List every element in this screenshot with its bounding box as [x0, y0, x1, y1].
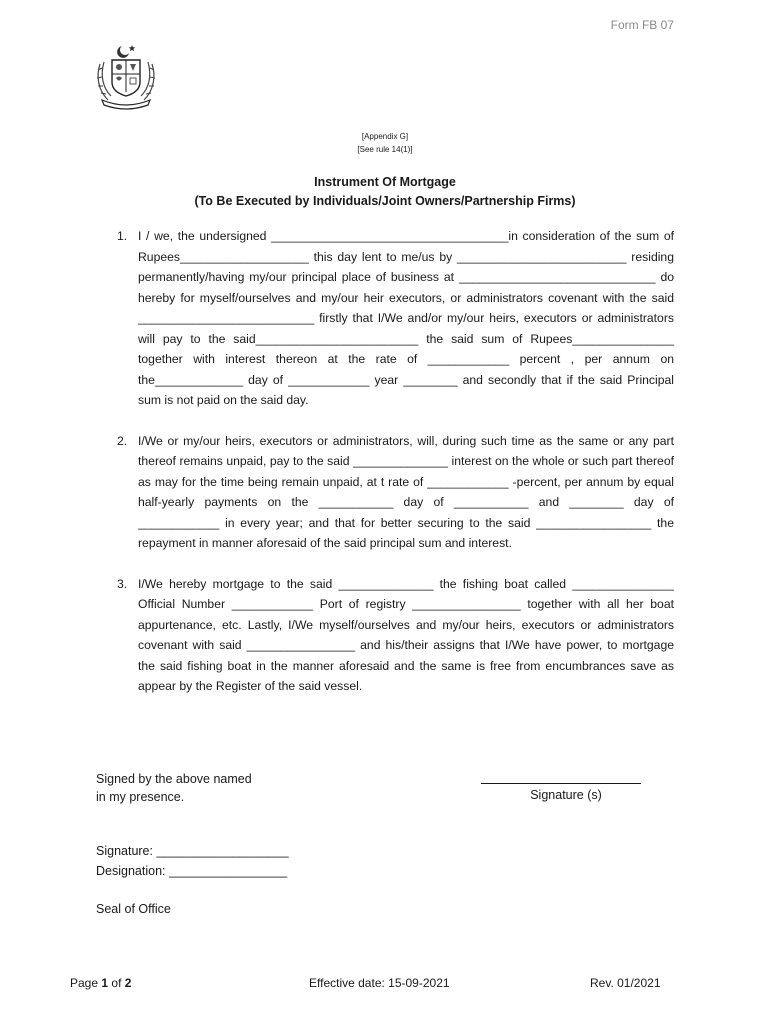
clause-item: [117, 431, 674, 554]
clause-number: 1.: [117, 229, 128, 243]
page-total: 2: [124, 976, 132, 990]
title-subtitle: (To Be Executed by Individuals/Joint Owners/Partnership Firms): [194, 194, 576, 208]
signature-line[interactable]: [481, 783, 641, 784]
clause-number: 2.: [117, 433, 128, 448]
effective-date: Effective date: 15-09-2021: [309, 976, 450, 990]
witness-line-2: in my presence.: [96, 790, 185, 804]
signatory-fields: [96, 841, 289, 881]
revision-number: Rev. 01/2021: [590, 976, 661, 990]
page-number: [70, 976, 131, 990]
document-title: [0, 173, 770, 211]
seal-of-office: Seal of Office: [96, 902, 171, 916]
clause-text: I/We or my/our heirs, executors or administrators, will, during such time as the same or any part thereof remains unpaid, pay to the said ______________ interest on the whole or such part thereof as may for the time being remain unpaid, at t rate of ____________ -percent, per annum by equal half-yearly payments on the ___________ day of ___________ and ________ day of ____________ in every year; and that for better securing to the said _________________ the repayment in manner aforesaid of the said principal sum and interest.: [138, 433, 674, 550]
form-code: Form FB 07: [610, 18, 674, 32]
title-main: Instrument Of Mortgage: [314, 175, 456, 189]
page-word: Page: [70, 976, 99, 990]
signature-label: Signature (s): [530, 788, 602, 802]
clause-number: 3.: [117, 576, 128, 591]
designation-field[interactable]: Designation: _________________: [96, 864, 288, 878]
clause-item: [117, 226, 674, 411]
appendix-reference: [0, 130, 770, 156]
clause-text: I / we, the undersigned ___________________________________in consideration of the sum of Rupees___________________ this day lent to me/us by _________________________ residing permanently/having my/our principal place of business at _____________________________ do hereby for myself/ourselves and my/our heir executors, or administrators covenant with the said __________________________ firstly that I/We and/or my/our heirs, executors or administrators will pay to the said________________________ the said sum of Rupees_______________ together with interest thereon at the rate of ____________ percent , per annum on the_____________ day of ____________ year ________ and secondly that if the said Principal sum is not paid on the said day.: [138, 229, 674, 407]
appendix-label: [Appendix G]: [361, 132, 409, 141]
rule-reference: [See rule 14(1)]: [357, 145, 413, 154]
clause-text: I/We hereby mortgage to the said ______________ the fishing boat called _______________ Official Number ____________ Port of registry ________________ together with all her boat appurtenance, etc. Lastly, I/We myself/ourselves and my/our heirs, executors or administrators covenant with said ________________ and his/their assigns that I/We have power, to mortgage the said fishing boat in the manner aforesaid and the same is free from encumbrances save as appear by the Register of the said vessel.: [138, 576, 674, 693]
page-current: 1: [101, 976, 109, 990]
page-of: of: [111, 976, 122, 990]
clause-item: [117, 574, 674, 697]
witness-statement: [96, 770, 252, 806]
state-emblem-icon: [94, 42, 158, 110]
signature-field[interactable]: Signature: ___________________: [96, 844, 289, 858]
clause-list: [117, 226, 674, 717]
witness-line-1: Signed by the above named: [96, 772, 252, 786]
